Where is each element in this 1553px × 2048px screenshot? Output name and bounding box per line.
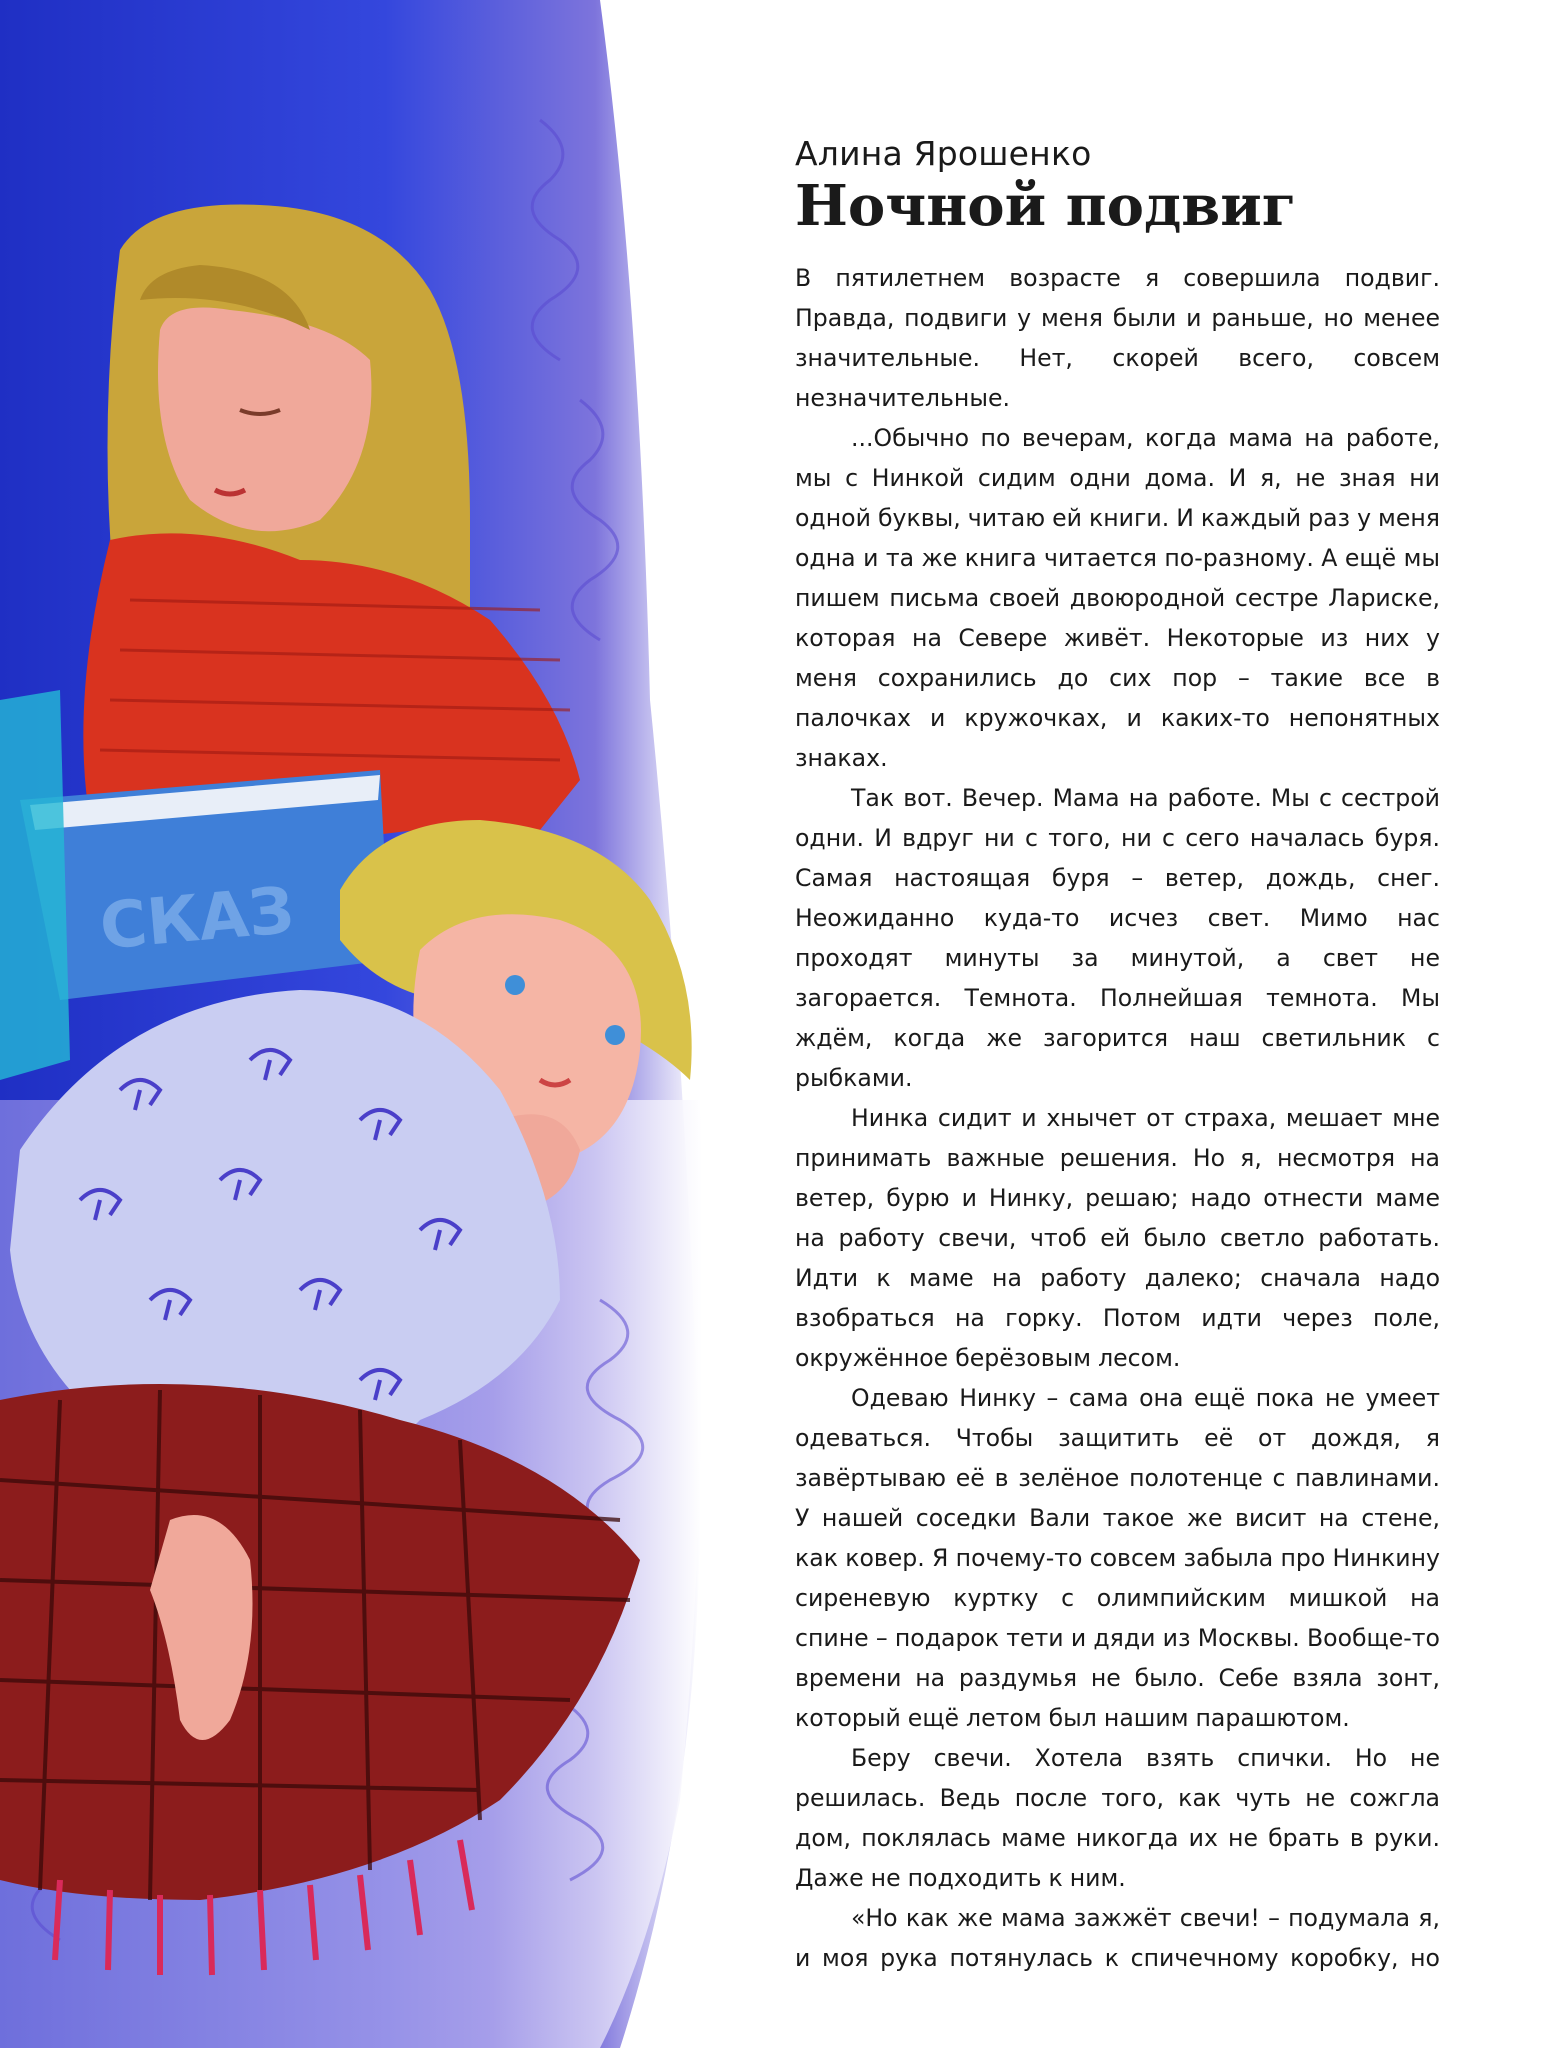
paragraph: В пятилетнем возрасте я совершила подвиг. Правда, подвиги у меня были и раньше, но менее значительные. Нет, скорей всего, совсем незначительные. [795,264,1440,412]
paragraph: ...Обычно по вечерам, когда мама на работе, мы с Нинкой сидим одни дома. И я, не зная ни одной буквы, читаю ей книги. И каждый раз у меня одна и та же книга читается по-разному. А ещё мы пишем письма своей двоюродной сестре Лариске, которая на Севере живёт. Некоторые из них у меня сохранились до сих пор – такие все в палочках и кружочках, и каких-то непонятных знаках. [795,424,1440,772]
article [795,118,1440,1978]
paragraph: «Но как же мама зажжёт свечи! – подумала я, и моя рука потянулась к спичечному коробку, но [795,1904,1440,1972]
illustration-two-girls-reading [0,0,730,2048]
book-cover-text: СКАЗ [97,873,298,965]
article-title: Ночной подвиг [795,173,1297,239]
paragraph: Нинка сидит и хнычет от страха, мешает мне принимать важные решения. Но я, несмотря на ветер, бурю и Нинку, решаю; надо отнести маме на работу свечи, чтоб ей было светло работать. Идти к маме на работу далеко; сначала надо взобраться на горку. Потом идти через поле, окружённое берёзовым лесом. [795,1104,1440,1372]
paragraph: Беру свечи. Хотела взять спички. Но не решилась. Ведь после того, как чуть не сожгла дом, поклялась маме никогда их не брать в руки. Даже не подходить к ним. [795,1744,1440,1892]
paragraph: Так вот. Вечер. Мама на работе. Мы с сестрой одни. И вдруг ни с того, ни с сего началась буря. Самая настоящая буря – ветер, дождь, снег. Неожиданно куда-то исчез свет. Мимо нас проходят минуты за минутой, а свет не загорается. Темнота. Полнейшая темнота. Мы ждём, когда же загорится наш светильник с рыбками. [795,784,1440,1092]
paragraph: Одеваю Нинку – сама она ещё пока не умеет одеваться. Чтобы защитить её от дождя, я завёртываю её в зелёное полотенце с павлинами. У нашей соседки Вали такое же висит на стене, как ковер. Я почему-то совсем забыла про Нинкину сиреневую куртку с олимпийским мишкой на спине – подарок тети и дяди из Москвы. Вообще-то времени на раздумья не было. Себе взяла зонт, который ещё летом был нашим парашютом. [795,1384,1440,1732]
author-name: Алина Ярошенко [795,134,1092,173]
